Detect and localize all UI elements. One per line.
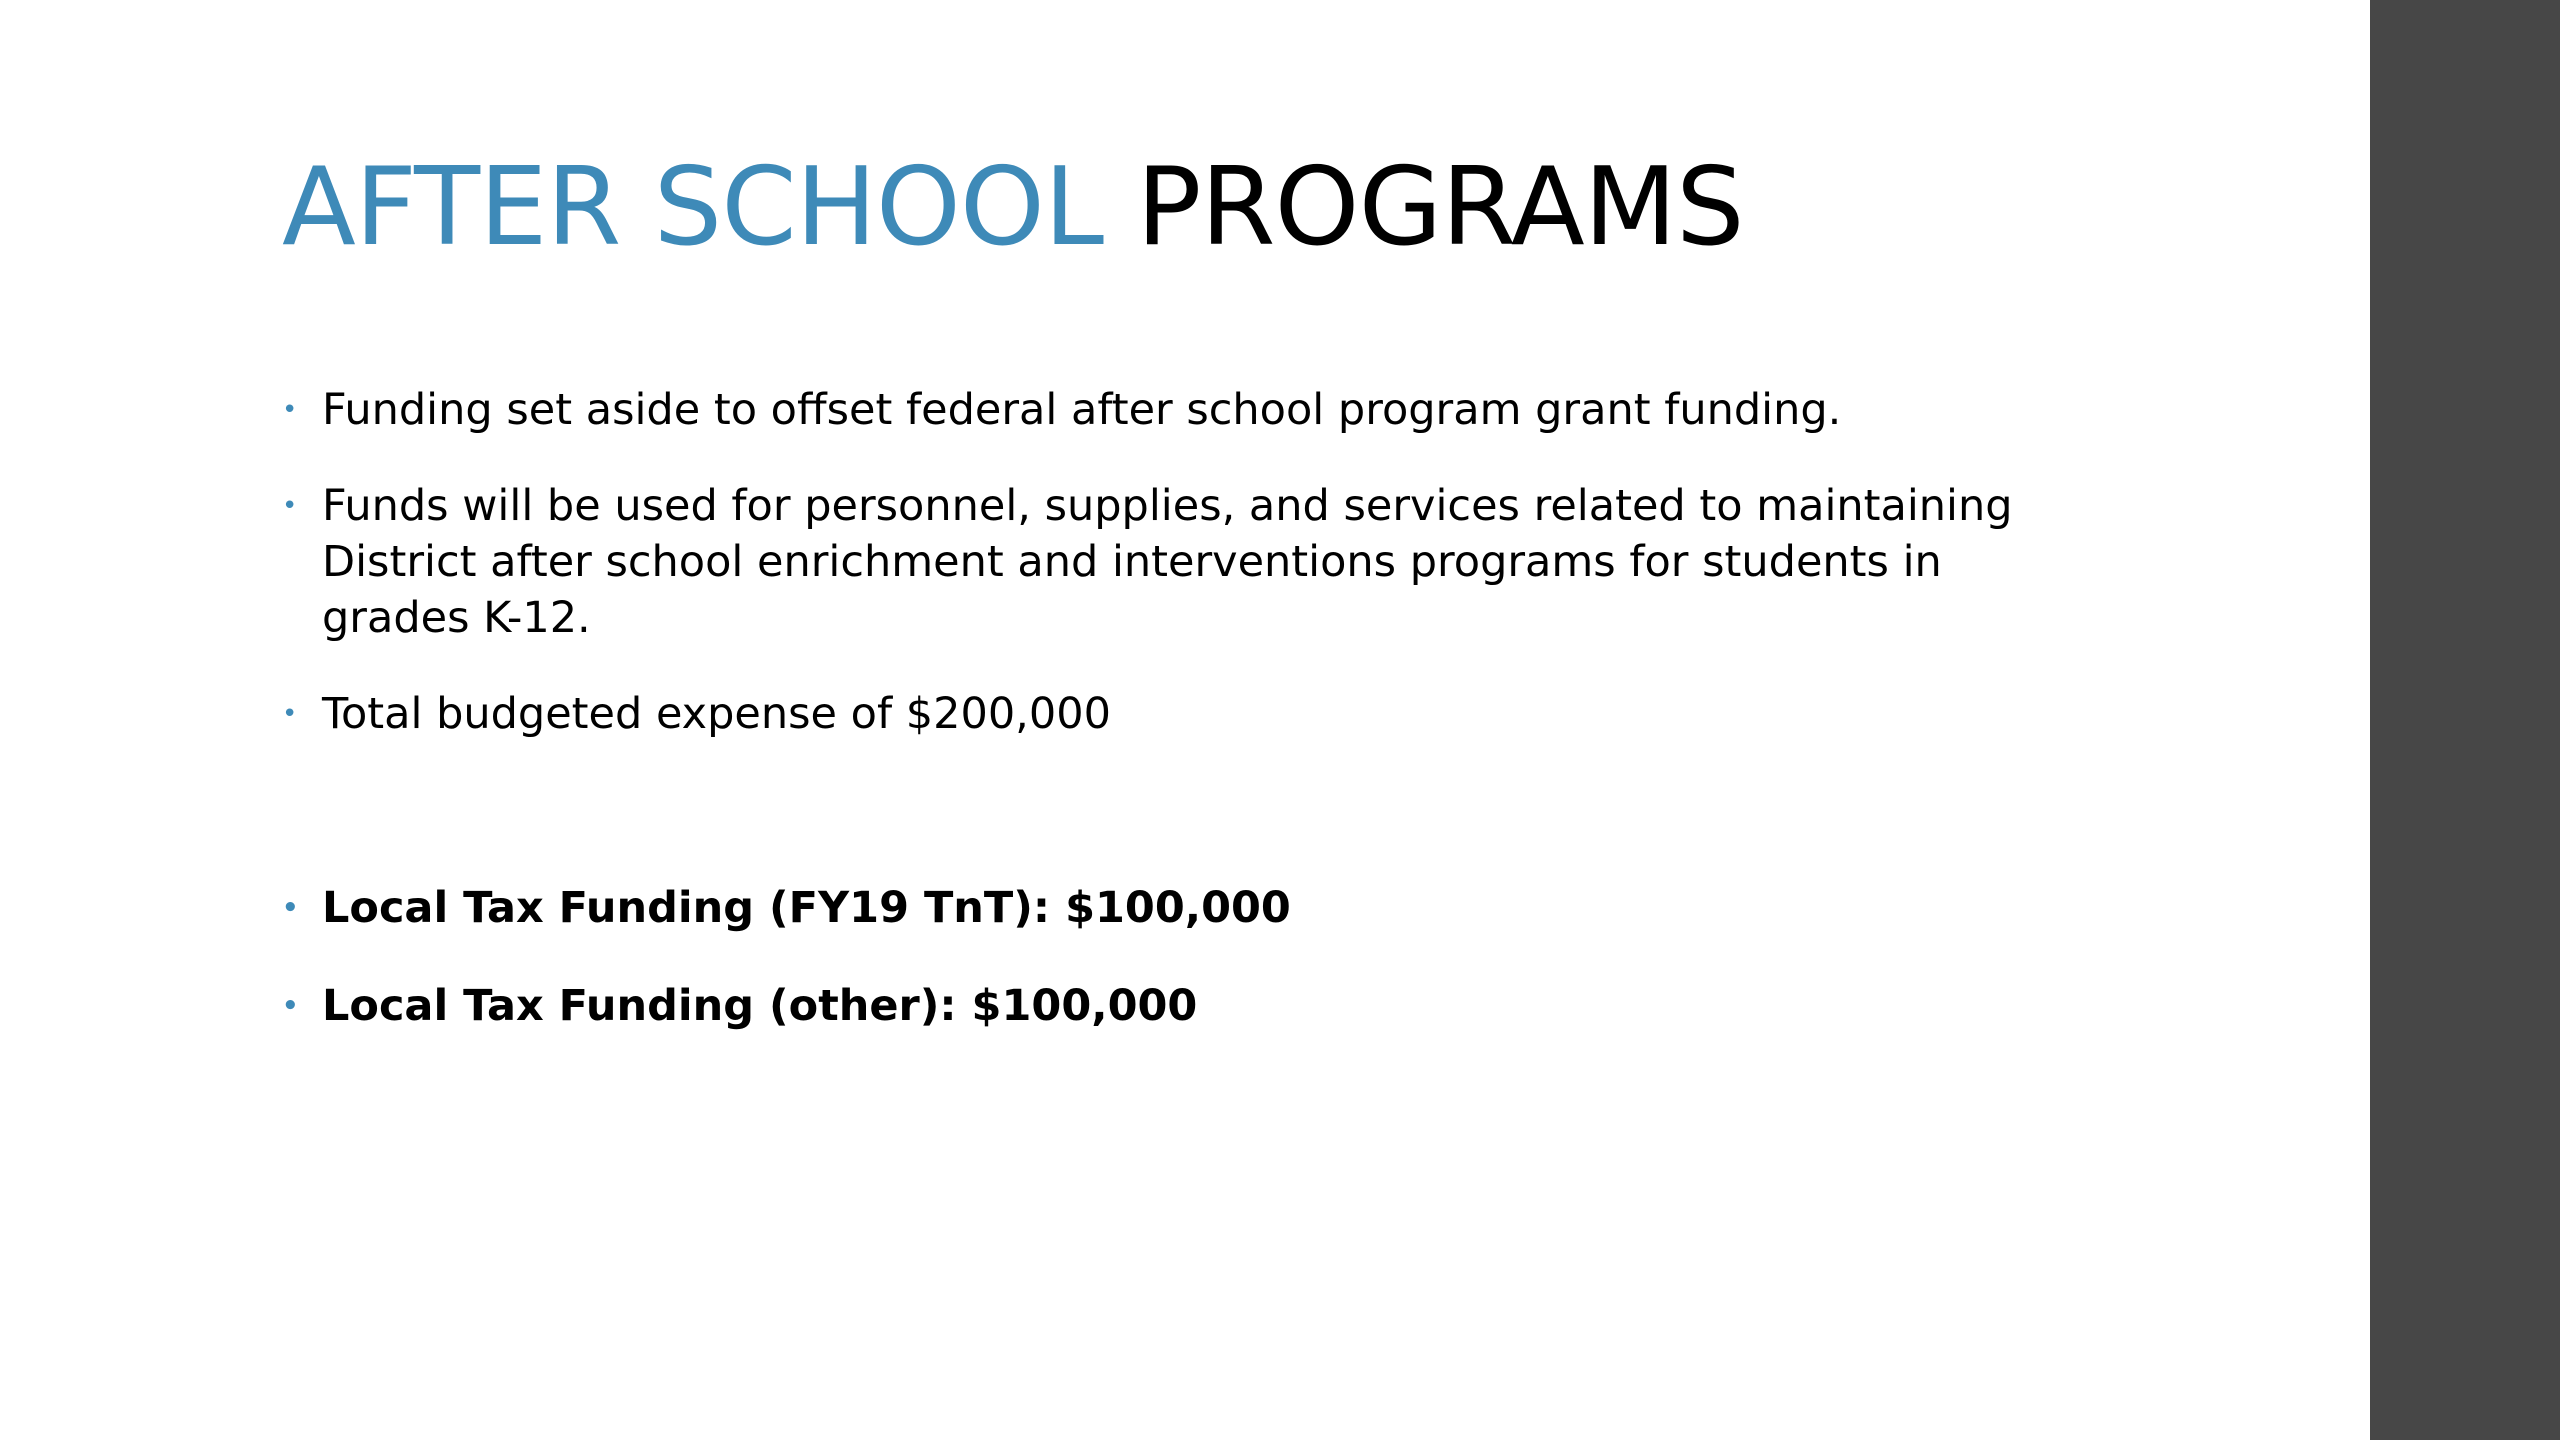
bullet-text: Local Tax Funding (FY19 TnT): $100,000: [322, 883, 1291, 933]
bullet-dot-icon: •: [282, 991, 299, 1021]
bullet-text: Funding set aside to offset federal after school program grant funding.: [322, 385, 1842, 435]
side-bar: [2370, 0, 2560, 1440]
bullet-text: Total budgeted expense of $200,000: [322, 689, 1111, 739]
bullet-item: [282, 382, 2042, 438]
bullet-item: [282, 478, 2042, 646]
bullet-item: [282, 686, 2042, 742]
bullet-dot-icon: •: [282, 699, 298, 729]
slide-title: [282, 138, 1744, 278]
bullet-dot-icon: •: [282, 893, 299, 923]
bullet-item-bold: [282, 978, 2042, 1034]
bullet-dot-icon: •: [282, 395, 298, 425]
slide-title-main: PROGRAMS: [1136, 145, 1744, 270]
bullet-item-bold: [282, 880, 2042, 936]
bullet-text: Local Tax Funding (other): $100,000: [322, 981, 1198, 1031]
bullet-text: Funds will be used for personnel, supplies, and services related to maintaining District after school enrichment and interventions programs for students in grades K-12.: [322, 481, 2013, 643]
slide-title-accent: AFTER SCHOOL: [282, 145, 1104, 270]
bullet-list: [282, 382, 2042, 1034]
bullet-dot-icon: •: [282, 491, 298, 521]
